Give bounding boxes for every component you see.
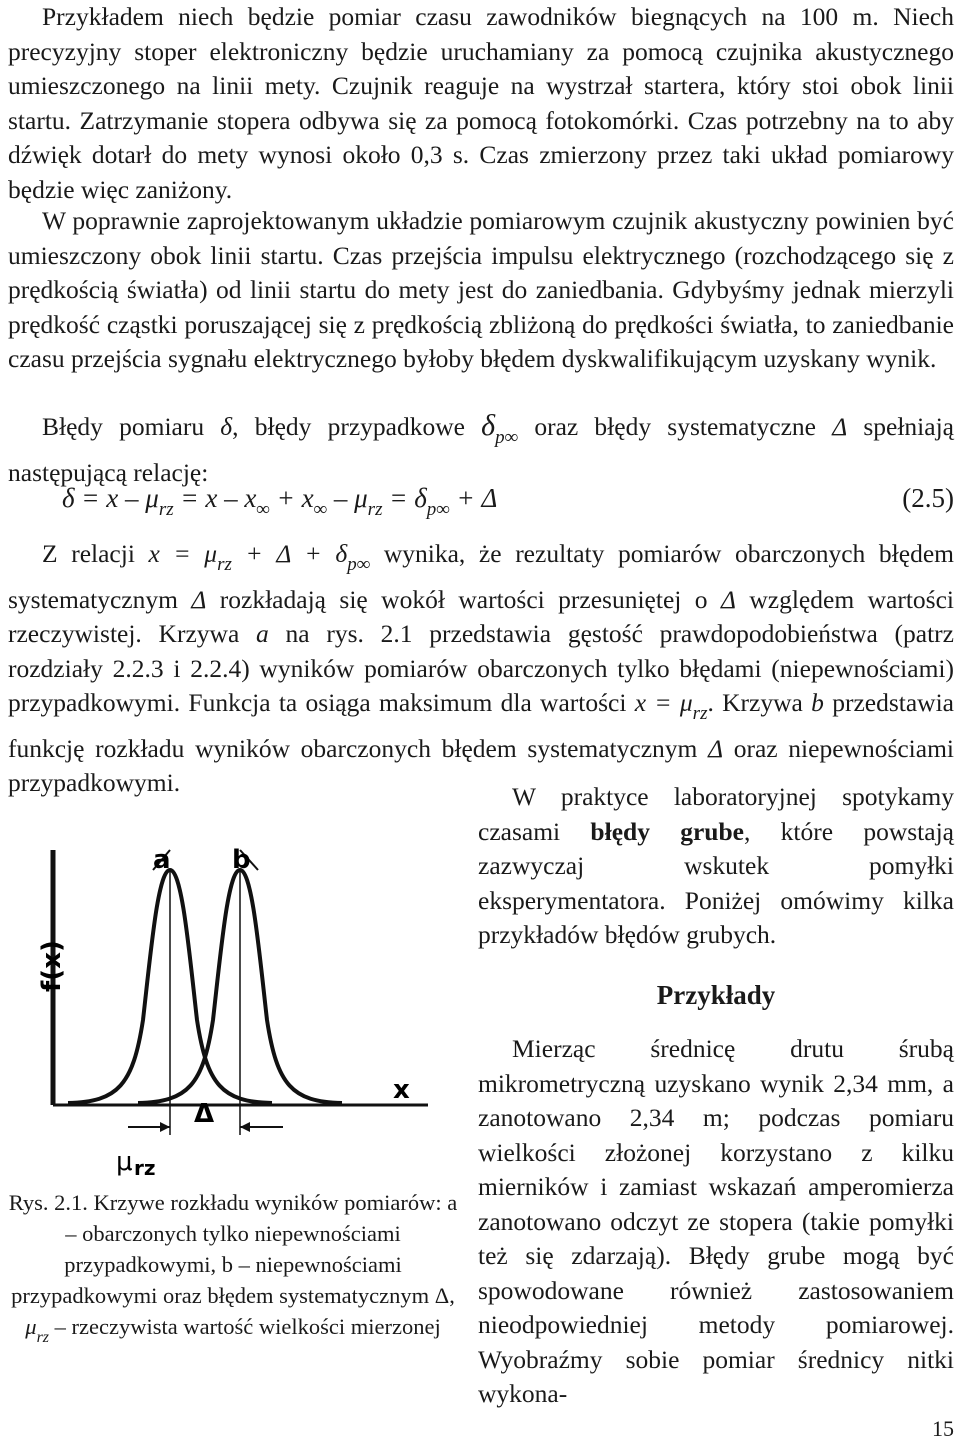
p4-Delta-1: Δ <box>191 584 207 614</box>
mu-label: μ <box>116 1147 133 1177</box>
y-axis-label: f(x) <box>37 940 67 992</box>
figure-label-a: a <box>153 845 171 875</box>
p4-text-a: Z relacji <box>42 539 149 568</box>
p4-tail: + Δ + δ <box>231 539 348 568</box>
mu-sub-label: rz <box>134 1156 156 1180</box>
p4-Delta-2: Δ <box>720 584 736 614</box>
p4-x-mu: x = μ <box>148 539 218 568</box>
p4-text-d: względem wartości rzeczywistej. Krzywa <box>8 584 954 648</box>
delta-label: Δ <box>194 1099 215 1129</box>
Delta-symbol: Δ <box>832 412 848 441</box>
p4-sub-rz: rz <box>217 554 232 575</box>
p4-sub-rz-2: rz <box>692 703 708 724</box>
equation-number: (2.5) <box>902 483 954 513</box>
paragraph-1: Przykładem niech będzie pomiar czasu zawodników biegnących na 100 m. Niech precyzyjny stoper elektroniczny będzie uruchamiany za pomocą czujnika akustycznego umieszczonego na linii mety. Czujnik reaguje na wystrzał startera, który stoi obok linii startu. Zatrzymanie stopera odbywa się za pomocą fotokomórki. Czas potrzebny na to aby dźwięk dotarł do mety wynosi około 0,3 s. Czas zmierzony przez taki układ pomiarowy będzie więc zaniżony. <box>8 2 954 204</box>
p3-text-c: oraz błędy systematyczne <box>518 412 833 441</box>
eq-part5: = δ <box>382 483 427 513</box>
p4-text-g: przedstawia funkcję rozkładu wyników obarczonych błędem systematycznym <box>8 688 954 763</box>
p5-bold-term: błędy grube <box>590 816 744 846</box>
eq-sub1: rz <box>158 499 174 520</box>
caption-sub: rz <box>36 1329 50 1346</box>
x-axis-label: x <box>393 1075 410 1105</box>
eq-sub2: ∞ <box>256 499 270 520</box>
p4-curve-a: a <box>256 619 269 648</box>
caption-text-1: Rys. 2.1. Krzywe rozkładu wyników pomiarów: a – obarczonych tylko niepewnościami przypadkowymi, b – niepewnościami przypadkowymi oraz błędem systematycznym Δ, <box>8 1190 458 1308</box>
eq-sub4: rz <box>367 499 383 520</box>
paragraph-6: Mierząc średnicę drutu śrubą mikrometryczną uzyskano wynik 2,34 mm, a zanotowano 2,34 m; podczas pomiaru wielkości złożonej korzystano z kilku mierników i zamiast wskazań amperomierza zanotowano odczyt ze stopera (takie pomyłki też się zdarzają). Błędy grube mogą być spowodowane również zastosowaniem nieodpowiedniej metody pomiarowej. Wyobraźmy sobie pomiar średnicy nitki wykona- <box>478 1034 954 1408</box>
arrowhead-right <box>240 1122 250 1132</box>
eq-sub5: p∞ <box>426 499 450 520</box>
delta-p-sub: p∞ <box>495 427 519 448</box>
paragraph-2: W poprawnie zaprojektowanym układzie pomiarowym czujnik akustyczny powinien być umieszczony obok linii startu. Czas przejścia impulsu elektrycznego (rozchodzącego się z prędkością światła) od linii startu do mety jest do zaniedbania. Gdybyśmy jednak mierzyli prędkość cząstki poruszającej się z prędkością zbliżoną do prędkości światła, to zaniedbanie czasu przejścia sygnału elektrycznego byłoby błędem dyskwalifikującym uzyskany wynik. <box>8 206 954 373</box>
eq-part3: + x <box>269 483 314 513</box>
p3-text-d: spełniają następującą relację: <box>8 412 954 487</box>
paragraph-3 <box>8 409 954 490</box>
paragraph-5 <box>478 780 954 953</box>
delta-symbol: δ <box>220 412 233 441</box>
p4-text-h: oraz niepewnościami przypadkowymi. <box>8 733 955 797</box>
paragraph-4 <box>8 537 954 801</box>
eq-part6: + Δ <box>449 483 498 513</box>
figure-label-b: b <box>232 845 251 875</box>
p4-text-f: . Krzywa <box>707 688 812 717</box>
equation-2-5 <box>62 483 954 523</box>
eq-sub3: ∞ <box>313 499 328 520</box>
p4-sub-pinf: p∞ <box>347 554 371 575</box>
caption-text-2: – rzeczywista wartość wielkości mierzonej <box>49 1314 441 1339</box>
arrowhead-left <box>160 1122 170 1132</box>
p3-text-a: Błędy pomiaru <box>42 412 221 441</box>
p3-text-b: , błędy przypadkowe <box>232 412 482 441</box>
figure-distribution-curves <box>8 830 448 1180</box>
page-number: 15 <box>932 1416 954 1441</box>
p5-text-a: W praktyce laboratoryjnej spotykamy czasami <box>478 782 954 846</box>
eq-part2: = x – x <box>173 483 257 513</box>
p4-curve-b: b <box>811 688 824 717</box>
p4-x-eq-mu: x = μ <box>634 688 693 717</box>
p4-text-b: wynika, że rezultaty pomiarów obarczonych błędem systematycznym <box>8 539 954 614</box>
delta-p-symbol: δ <box>481 409 496 442</box>
section-heading: Przykłady <box>656 980 776 1010</box>
p5-text-b: , które powstają zazwyczaj wskutek pomyłki eksperymentatora. Poniżej omówimy kilka przykładów błędów grubych. <box>478 816 954 949</box>
equation-body <box>62 483 497 521</box>
p4-Delta-3: Δ <box>708 733 724 763</box>
p4-text-e: na rys. 2.1 przedstawia gęstość prawdopodobieństwa (patrz rozdziały 2.2.3 i 2.2.4) wyników pomiarów obarczonych tylko błędami (niepewnościami) przypadkowymi. Funkcja ta osiąga maksimum dla wartości <box>8 619 954 717</box>
p4-text-c: rozkładają się wokół wartości przesuniętej o <box>206 584 721 614</box>
eq-part4: – μ <box>327 483 368 513</box>
eq-lhs: δ = x – μ <box>62 483 159 513</box>
figure-caption <box>8 1187 458 1353</box>
caption-mu: μ <box>25 1314 37 1339</box>
